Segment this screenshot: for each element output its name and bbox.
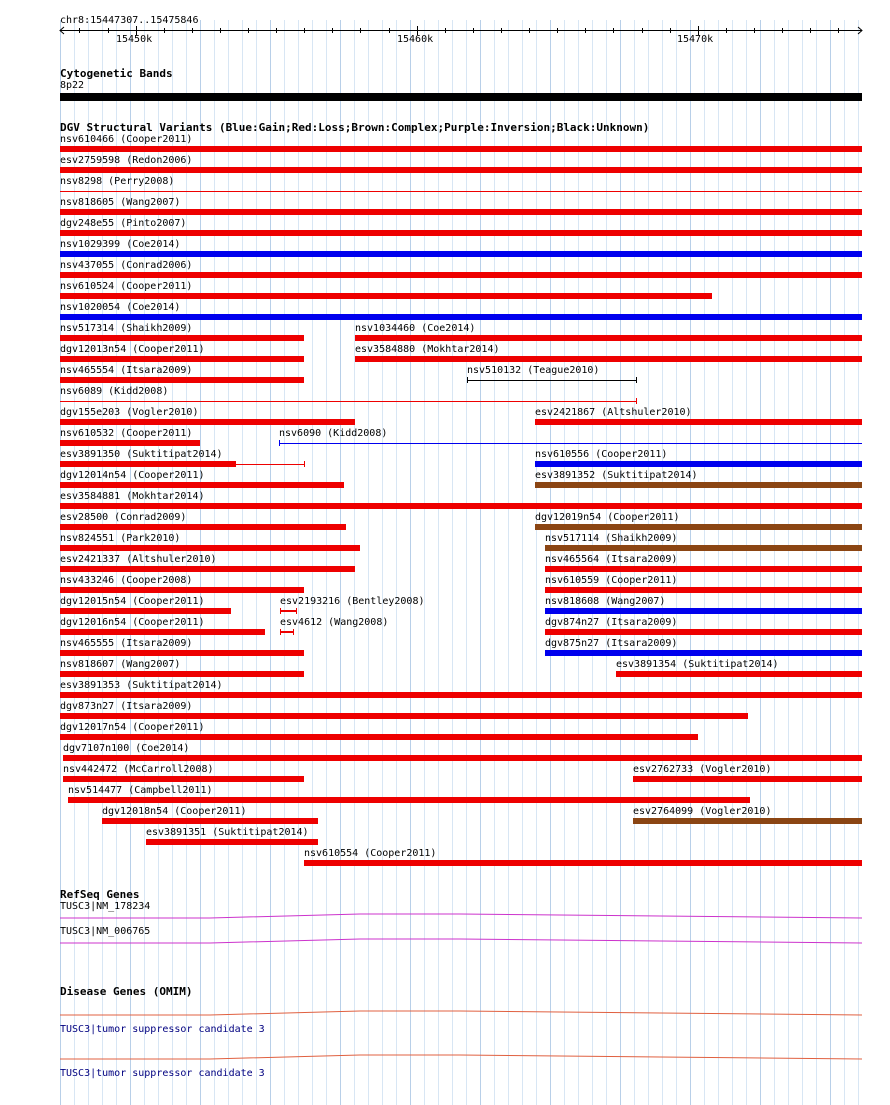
variant-bar[interactable] bbox=[304, 860, 862, 866]
variant-label[interactable]: nsv6090 (Kidd2008) bbox=[279, 428, 388, 439]
variant-label[interactable]: dgv874n27 (Itsara2009) bbox=[545, 617, 678, 628]
variant-label[interactable]: dgv12018n54 (Cooper2011) bbox=[102, 806, 247, 817]
variant-label[interactable]: esv2762733 (Vogler2010) bbox=[633, 764, 772, 775]
variant-label[interactable]: nsv610556 (Cooper2011) bbox=[535, 449, 668, 460]
cytoband-bar[interactable] bbox=[60, 93, 862, 101]
variant-bar[interactable] bbox=[535, 461, 862, 467]
variant-line[interactable] bbox=[280, 610, 296, 612]
variant-bar[interactable] bbox=[102, 818, 318, 824]
variant-label[interactable]: esv3891354 (Suktitipat2014) bbox=[616, 659, 779, 670]
variant-bar[interactable] bbox=[60, 272, 862, 278]
refseq-gene-line[interactable] bbox=[60, 910, 862, 924]
variant-bar[interactable] bbox=[60, 209, 862, 215]
variant-bar[interactable] bbox=[60, 734, 698, 740]
variant-label[interactable]: nsv610554 (Cooper2011) bbox=[304, 848, 437, 859]
variant-bar[interactable] bbox=[60, 566, 355, 572]
variant-label[interactable]: dgv12017n54 (Cooper2011) bbox=[60, 722, 205, 733]
variant-bar[interactable] bbox=[60, 293, 712, 299]
variant-end-cap bbox=[304, 461, 305, 467]
refseq-gene-label[interactable]: TUSC3|NM_178234 bbox=[60, 901, 151, 912]
ruler-tick-label: 15470k bbox=[677, 34, 714, 45]
variant-bar[interactable] bbox=[60, 146, 862, 152]
variant-label[interactable]: esv3584880 (Mokhtar2014) bbox=[355, 344, 500, 355]
variant-label[interactable]: dgv12015n54 (Cooper2011) bbox=[60, 596, 205, 607]
variant-label[interactable]: dgv873n27 (Itsara2009) bbox=[60, 701, 193, 712]
cytogenetic-bands-heading: Cytogenetic Bands bbox=[60, 67, 173, 80]
variant-label[interactable]: nsv517114 (Shaikh2009) bbox=[545, 533, 678, 544]
variant-bar[interactable] bbox=[545, 629, 862, 635]
variant-label[interactable]: esv3891352 (Suktitipat2014) bbox=[535, 470, 698, 481]
variant-bar[interactable] bbox=[60, 356, 304, 362]
variant-end-cap bbox=[280, 608, 281, 614]
variant-bar[interactable] bbox=[60, 587, 304, 593]
variant-label[interactable]: nsv1020054 (Coe2014) bbox=[60, 302, 181, 313]
variant-label[interactable]: nsv824551 (Park2010) bbox=[60, 533, 181, 544]
variant-bar[interactable] bbox=[63, 776, 304, 782]
variant-label[interactable]: dgv12016n54 (Cooper2011) bbox=[60, 617, 205, 628]
variant-label[interactable]: nsv1034460 (Coe2014) bbox=[355, 323, 476, 334]
variant-label[interactable]: dgv155e203 (Vogler2010) bbox=[60, 407, 199, 418]
variant-bar[interactable] bbox=[63, 755, 862, 761]
variant-bar[interactable] bbox=[60, 482, 344, 488]
dgv-track-heading: DGV Structural Variants (Blue:Gain;Red:Loss;Brown:Complex;Purple:Inversion;Black:Unknown) bbox=[60, 121, 650, 134]
variant-bar[interactable] bbox=[355, 335, 862, 341]
variant-label[interactable]: esv28500 (Conrad2009) bbox=[60, 512, 187, 523]
variant-bar[interactable] bbox=[535, 482, 862, 488]
variant-bar[interactable] bbox=[633, 818, 862, 824]
variant-bar[interactable] bbox=[60, 167, 862, 173]
variant-bar[interactable] bbox=[60, 377, 304, 383]
locus-coordinates: chr8:15447307..15475846 bbox=[60, 15, 199, 26]
variant-bar[interactable] bbox=[60, 545, 360, 551]
refseq-gene-line[interactable] bbox=[60, 934, 862, 948]
variant-line[interactable] bbox=[467, 380, 636, 381]
variant-label[interactable]: nsv510132 (Teague2010) bbox=[467, 365, 600, 376]
variant-label[interactable]: esv2193216 (Bentley2008) bbox=[280, 596, 425, 607]
variant-bar[interactable] bbox=[60, 692, 862, 698]
variant-label[interactable]: esv4612 (Wang2008) bbox=[280, 617, 389, 628]
ruler-tick-label: 15450k bbox=[116, 34, 153, 45]
variant-label[interactable]: dgv12014n54 (Cooper2011) bbox=[60, 470, 205, 481]
variant-bar[interactable] bbox=[60, 524, 346, 530]
variant-end-cap bbox=[636, 377, 637, 383]
variant-line[interactable] bbox=[60, 401, 636, 402]
variant-label[interactable]: esv3891351 (Suktitipat2014) bbox=[146, 827, 309, 838]
variant-label[interactable]: dgv875n27 (Itsara2009) bbox=[545, 638, 678, 649]
variant-label[interactable]: esv2421867 (Altshuler2010) bbox=[535, 407, 692, 418]
variant-bar[interactable] bbox=[60, 608, 231, 614]
variant-label[interactable]: nsv465555 (Itsara2009) bbox=[60, 638, 193, 649]
variant-label[interactable]: nsv465564 (Itsara2009) bbox=[545, 554, 678, 565]
variant-label[interactable]: nsv610466 (Cooper2011) bbox=[60, 134, 193, 145]
variant-end-cap bbox=[636, 398, 637, 404]
variant-bar[interactable] bbox=[60, 251, 862, 257]
variant-label[interactable]: nsv514477 (Campbell2011) bbox=[68, 785, 213, 796]
variant-bar[interactable] bbox=[60, 671, 304, 677]
variant-label[interactable]: esv2764099 (Vogler2010) bbox=[633, 806, 772, 817]
variant-bar[interactable] bbox=[633, 776, 862, 782]
variant-label[interactable]: esv2421337 (Altshuler2010) bbox=[60, 554, 217, 565]
variant-end-cap bbox=[296, 608, 297, 614]
variant-label[interactable]: dgv248e55 (Pinto2007) bbox=[60, 218, 187, 229]
omim-track-heading: Disease Genes (OMIM) bbox=[60, 985, 193, 998]
variant-bar[interactable] bbox=[60, 650, 304, 656]
variant-bar[interactable] bbox=[60, 335, 304, 341]
variant-label[interactable]: nsv6089 (Kidd2008) bbox=[60, 386, 169, 397]
variant-bar[interactable] bbox=[545, 545, 862, 551]
cytoband-label: 8p22 bbox=[60, 80, 85, 91]
variant-bar[interactable] bbox=[616, 671, 862, 677]
variant-label[interactable]: dgv12019n54 (Cooper2011) bbox=[535, 512, 680, 523]
variant-end-cap bbox=[293, 629, 294, 635]
variant-label[interactable]: nsv442472 (McCarroll2008) bbox=[63, 764, 214, 775]
variant-label[interactable]: nsv433246 (Cooper2008) bbox=[60, 575, 193, 586]
variant-label[interactable]: nsv818608 (Wang2007) bbox=[545, 596, 666, 607]
variant-label[interactable]: dgv7107n100 (Coe2014) bbox=[63, 743, 190, 754]
variant-label[interactable]: nsv8298 (Perry2008) bbox=[60, 176, 175, 187]
variant-bar[interactable] bbox=[535, 524, 862, 530]
variant-line[interactable] bbox=[60, 191, 862, 192]
variant-bar[interactable] bbox=[68, 797, 750, 803]
variant-end-cap bbox=[279, 440, 280, 446]
genome-ruler[interactable] bbox=[0, 0, 890, 60]
variant-line[interactable] bbox=[280, 631, 293, 633]
variant-bar[interactable] bbox=[355, 356, 862, 362]
variant-label[interactable]: dgv12013n54 (Cooper2011) bbox=[60, 344, 205, 355]
variant-bar[interactable] bbox=[535, 419, 862, 425]
variant-label[interactable]: nsv465554 (Itsara2009) bbox=[60, 365, 193, 376]
variant-label[interactable]: nsv1029399 (Coe2014) bbox=[60, 239, 181, 250]
refseq-gene-label[interactable]: TUSC3|NM_006765 bbox=[60, 926, 151, 937]
variant-end-cap bbox=[467, 377, 468, 383]
ruler-tick-label: 15460k bbox=[397, 34, 434, 45]
variant-label[interactable]: nsv610559 (Cooper2011) bbox=[545, 575, 678, 586]
variant-bar[interactable] bbox=[146, 839, 318, 845]
variant-bar[interactable] bbox=[60, 440, 200, 446]
variant-bar[interactable] bbox=[60, 230, 862, 236]
refseq-track-heading: RefSeq Genes bbox=[60, 888, 140, 901]
variant-label[interactable]: esv3891350 (Suktitipat2014) bbox=[60, 449, 223, 460]
variant-label[interactable]: esv3584881 (Mokhtar2014) bbox=[60, 491, 205, 502]
variant-bar[interactable] bbox=[60, 713, 748, 719]
variant-bar[interactable] bbox=[545, 566, 862, 572]
variant-end-cap bbox=[280, 629, 281, 635]
variant-label[interactable]: nsv437055 (Conrad2006) bbox=[60, 260, 193, 271]
variant-bar[interactable] bbox=[60, 314, 862, 320]
variant-line[interactable] bbox=[279, 443, 862, 444]
variant-label[interactable]: esv3891353 (Suktitipat2014) bbox=[60, 680, 223, 691]
variant-bar[interactable] bbox=[60, 629, 265, 635]
omim-gene-line[interactable] bbox=[60, 1008, 862, 1020]
variant-line[interactable] bbox=[60, 464, 304, 465]
omim-gene-line[interactable] bbox=[60, 1052, 862, 1064]
variant-label[interactable]: nsv517314 (Shaikh2009) bbox=[60, 323, 193, 334]
variant-label[interactable]: esv2759598 (Redon2006) bbox=[60, 155, 193, 166]
variant-label[interactable]: nsv610524 (Cooper2011) bbox=[60, 281, 193, 292]
variant-bar[interactable] bbox=[545, 587, 862, 593]
variant-bar[interactable] bbox=[60, 419, 355, 425]
omim-gene-label[interactable]: TUSC3|tumor suppressor candidate 3 bbox=[60, 1024, 265, 1035]
omim-gene-label[interactable]: TUSC3|tumor suppressor candidate 3 bbox=[60, 1068, 265, 1079]
variant-bar[interactable] bbox=[545, 650, 862, 656]
variant-bar[interactable] bbox=[545, 608, 862, 614]
variant-label[interactable]: nsv610532 (Cooper2011) bbox=[60, 428, 193, 439]
variant-bar[interactable] bbox=[60, 503, 862, 509]
variant-label[interactable]: nsv818607 (Wang2007) bbox=[60, 659, 181, 670]
variant-label[interactable]: nsv818605 (Wang2007) bbox=[60, 197, 181, 208]
